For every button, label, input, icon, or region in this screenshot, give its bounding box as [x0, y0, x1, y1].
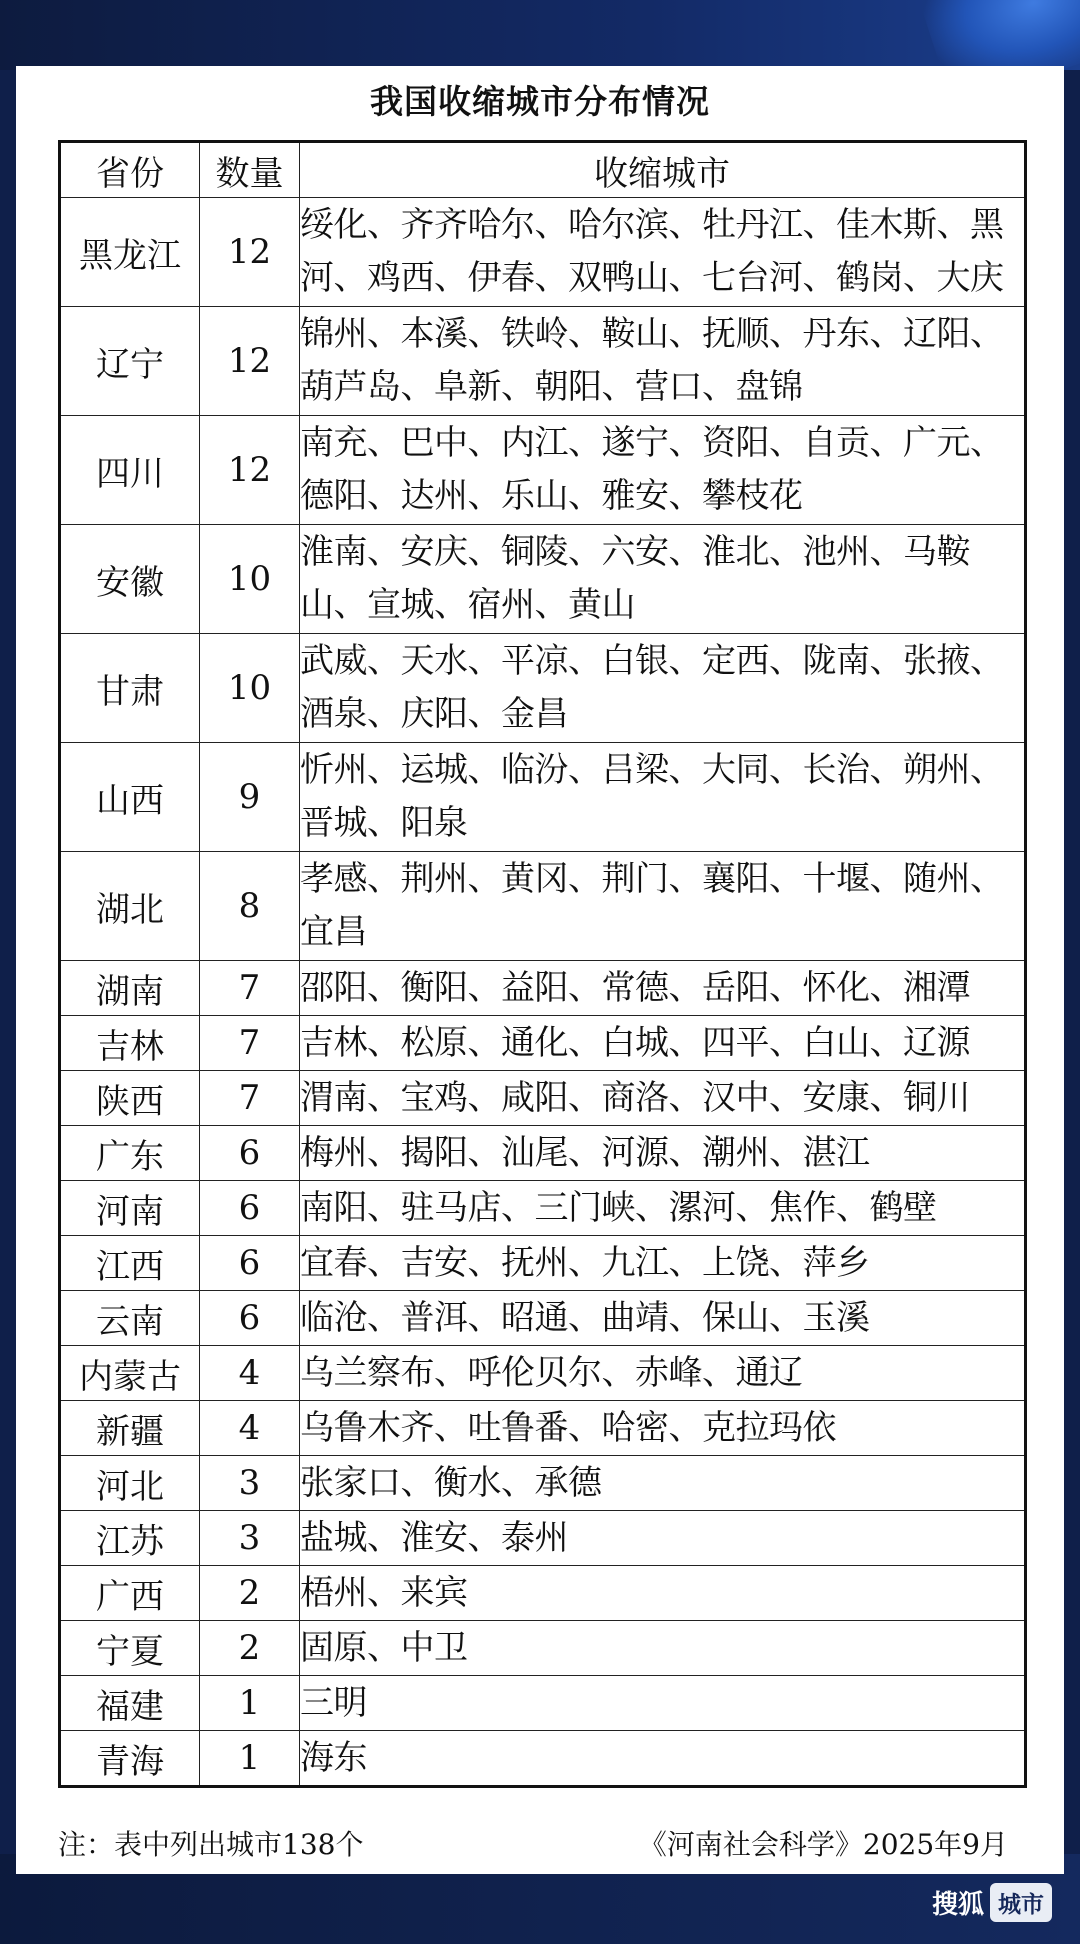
- table-row: [60, 1566, 1026, 1621]
- province-cell: 安徽: [60, 525, 200, 634]
- table-row: [60, 1676, 1026, 1731]
- province-cell: 四川: [60, 416, 200, 525]
- count-cell: 12: [200, 416, 300, 525]
- cities-cell: 乌鲁木齐、吐鲁番、哈密、克拉玛依: [300, 1401, 1026, 1456]
- province-cell: 云南: [60, 1291, 200, 1346]
- count-cell: 4: [200, 1346, 300, 1401]
- count-cell: 1: [200, 1676, 300, 1731]
- province-cell: 青海: [60, 1731, 200, 1787]
- cities-cell: 临沧、普洱、昭通、曲靖、保山、玉溪: [300, 1291, 1026, 1346]
- province-cell: 湖北: [60, 852, 200, 961]
- count-cell: 7: [200, 1071, 300, 1126]
- cities-cell: 海东: [300, 1731, 1026, 1787]
- count-cell: 10: [200, 525, 300, 634]
- table-row: [60, 1731, 1026, 1787]
- header-count: 数量: [200, 142, 300, 198]
- cities-cell: 梅州、揭阳、汕尾、河源、潮州、湛江: [300, 1126, 1026, 1181]
- cities-cell: 锦州、本溪、铁岭、鞍山、抚顺、丹东、辽阳、葫芦岛、阜新、朝阳、营口、盘锦: [300, 307, 1026, 416]
- table-row: [60, 961, 1026, 1016]
- cities-cell: 忻州、运城、临汾、吕梁、大同、长治、朔州、晋城、阳泉: [300, 743, 1026, 852]
- province-cell: 江西: [60, 1236, 200, 1291]
- brand-channel-tag: 城市: [990, 1883, 1052, 1922]
- cities-cell: 邵阳、衡阳、益阳、常德、岳阳、怀化、湘潭: [300, 961, 1026, 1016]
- province-cell: 河南: [60, 1181, 200, 1236]
- province-cell: 甘肃: [60, 634, 200, 743]
- table-row: [60, 1236, 1026, 1291]
- table-row: [60, 1181, 1026, 1236]
- province-cell: 吉林: [60, 1016, 200, 1071]
- table-row: [60, 1291, 1026, 1346]
- table-row: [60, 416, 1026, 525]
- table-row: [60, 1016, 1026, 1071]
- table-row: [60, 525, 1026, 634]
- table-row: [60, 634, 1026, 743]
- province-cell: 新疆: [60, 1401, 200, 1456]
- table-row: [60, 1621, 1026, 1676]
- cities-cell: 渭南、宝鸡、咸阳、商洛、汉中、安康、铜川: [300, 1071, 1026, 1126]
- table-row: [60, 1401, 1026, 1456]
- shrinking-cities-table: [58, 140, 1027, 1788]
- count-cell: 3: [200, 1511, 300, 1566]
- count-cell: 3: [200, 1456, 300, 1511]
- count-cell: 7: [200, 1016, 300, 1071]
- province-cell: 广西: [60, 1566, 200, 1621]
- province-cell: 广东: [60, 1126, 200, 1181]
- brand-name: 搜狐: [931, 1890, 984, 1920]
- cities-cell: 乌兰察布、呼伦贝尔、赤峰、通辽: [300, 1346, 1026, 1401]
- cities-cell: 孝感、荆州、黄冈、荆门、襄阳、十堰、随州、宜昌: [300, 852, 1026, 961]
- table-row: [60, 1346, 1026, 1401]
- count-cell: 4: [200, 1401, 300, 1456]
- province-cell: 陕西: [60, 1071, 200, 1126]
- table-row: [60, 743, 1026, 852]
- count-cell: 8: [200, 852, 300, 961]
- cities-cell: 南阳、驻马店、三门峡、漯河、焦作、鹤壁: [300, 1181, 1026, 1236]
- count-cell: 6: [200, 1126, 300, 1181]
- count-cell: 2: [200, 1621, 300, 1676]
- province-cell: 湖南: [60, 961, 200, 1016]
- cities-cell: 盐城、淮安、泰州: [300, 1511, 1026, 1566]
- count-cell: 6: [200, 1291, 300, 1346]
- header-province: 省份: [60, 142, 200, 198]
- count-cell: 6: [200, 1236, 300, 1291]
- table-row: [60, 1456, 1026, 1511]
- province-cell: 山西: [60, 743, 200, 852]
- cities-cell: 张家口、衡水、承德: [300, 1456, 1026, 1511]
- count-cell: 7: [200, 961, 300, 1016]
- province-cell: 宁夏: [60, 1621, 200, 1676]
- table-header-row: [60, 142, 1026, 198]
- province-cell: 黑龙江: [60, 198, 200, 307]
- province-cell: 河北: [60, 1456, 200, 1511]
- count-cell: 10: [200, 634, 300, 743]
- province-cell: 辽宁: [60, 307, 200, 416]
- count-cell: 9: [200, 743, 300, 852]
- table-row: [60, 307, 1026, 416]
- document-card: [16, 66, 1064, 1874]
- cities-cell: 南充、巴中、内江、遂宁、资阳、自贡、广元、德阳、达州、乐山、雅安、攀枝花: [300, 416, 1026, 525]
- cities-cell: 固原、中卫: [300, 1621, 1026, 1676]
- province-cell: 江苏: [60, 1511, 200, 1566]
- cities-cell: 梧州、来宾: [300, 1566, 1026, 1621]
- brand-logo[interactable]: [932, 1883, 1052, 1922]
- count-cell: 12: [200, 307, 300, 416]
- cities-cell: 淮南、安庆、铜陵、六安、淮北、池州、马鞍山、宣城、宿州、黄山: [300, 525, 1026, 634]
- cities-cell: 三明: [300, 1676, 1026, 1731]
- cities-cell: 武威、天水、平凉、白银、定西、陇南、张掖、酒泉、庆阳、金昌: [300, 634, 1026, 743]
- source-citation: 《河南社会科学》2025年9月: [638, 1828, 1008, 1861]
- province-cell: 福建: [60, 1676, 200, 1731]
- header-cities: 收缩城市: [300, 142, 1026, 198]
- table-row: [60, 1511, 1026, 1566]
- count-cell: 12: [200, 198, 300, 307]
- count-cell: 6: [200, 1181, 300, 1236]
- table-row: [60, 198, 1026, 307]
- footnote: 注：表中列出城市138个: [58, 1828, 364, 1861]
- cities-cell: 吉林、松原、通化、白城、四平、白山、辽源: [300, 1016, 1026, 1071]
- count-cell: 1: [200, 1731, 300, 1787]
- table-row: [60, 1126, 1026, 1181]
- province-cell: 内蒙古: [60, 1346, 200, 1401]
- top-banner: [0, 0, 1080, 70]
- table-title: 我国收缩城市分布情况: [370, 82, 710, 121]
- cities-cell: 绥化、齐齐哈尔、哈尔滨、牡丹江、佳木斯、黑河、鸡西、伊春、双鸭山、七台河、鹤岗、大庆: [300, 198, 1026, 307]
- table-row: [60, 852, 1026, 961]
- cities-cell: 宜春、吉安、抚州、九江、上饶、萍乡: [300, 1236, 1026, 1291]
- count-cell: 2: [200, 1566, 300, 1621]
- table-row: [60, 1071, 1026, 1126]
